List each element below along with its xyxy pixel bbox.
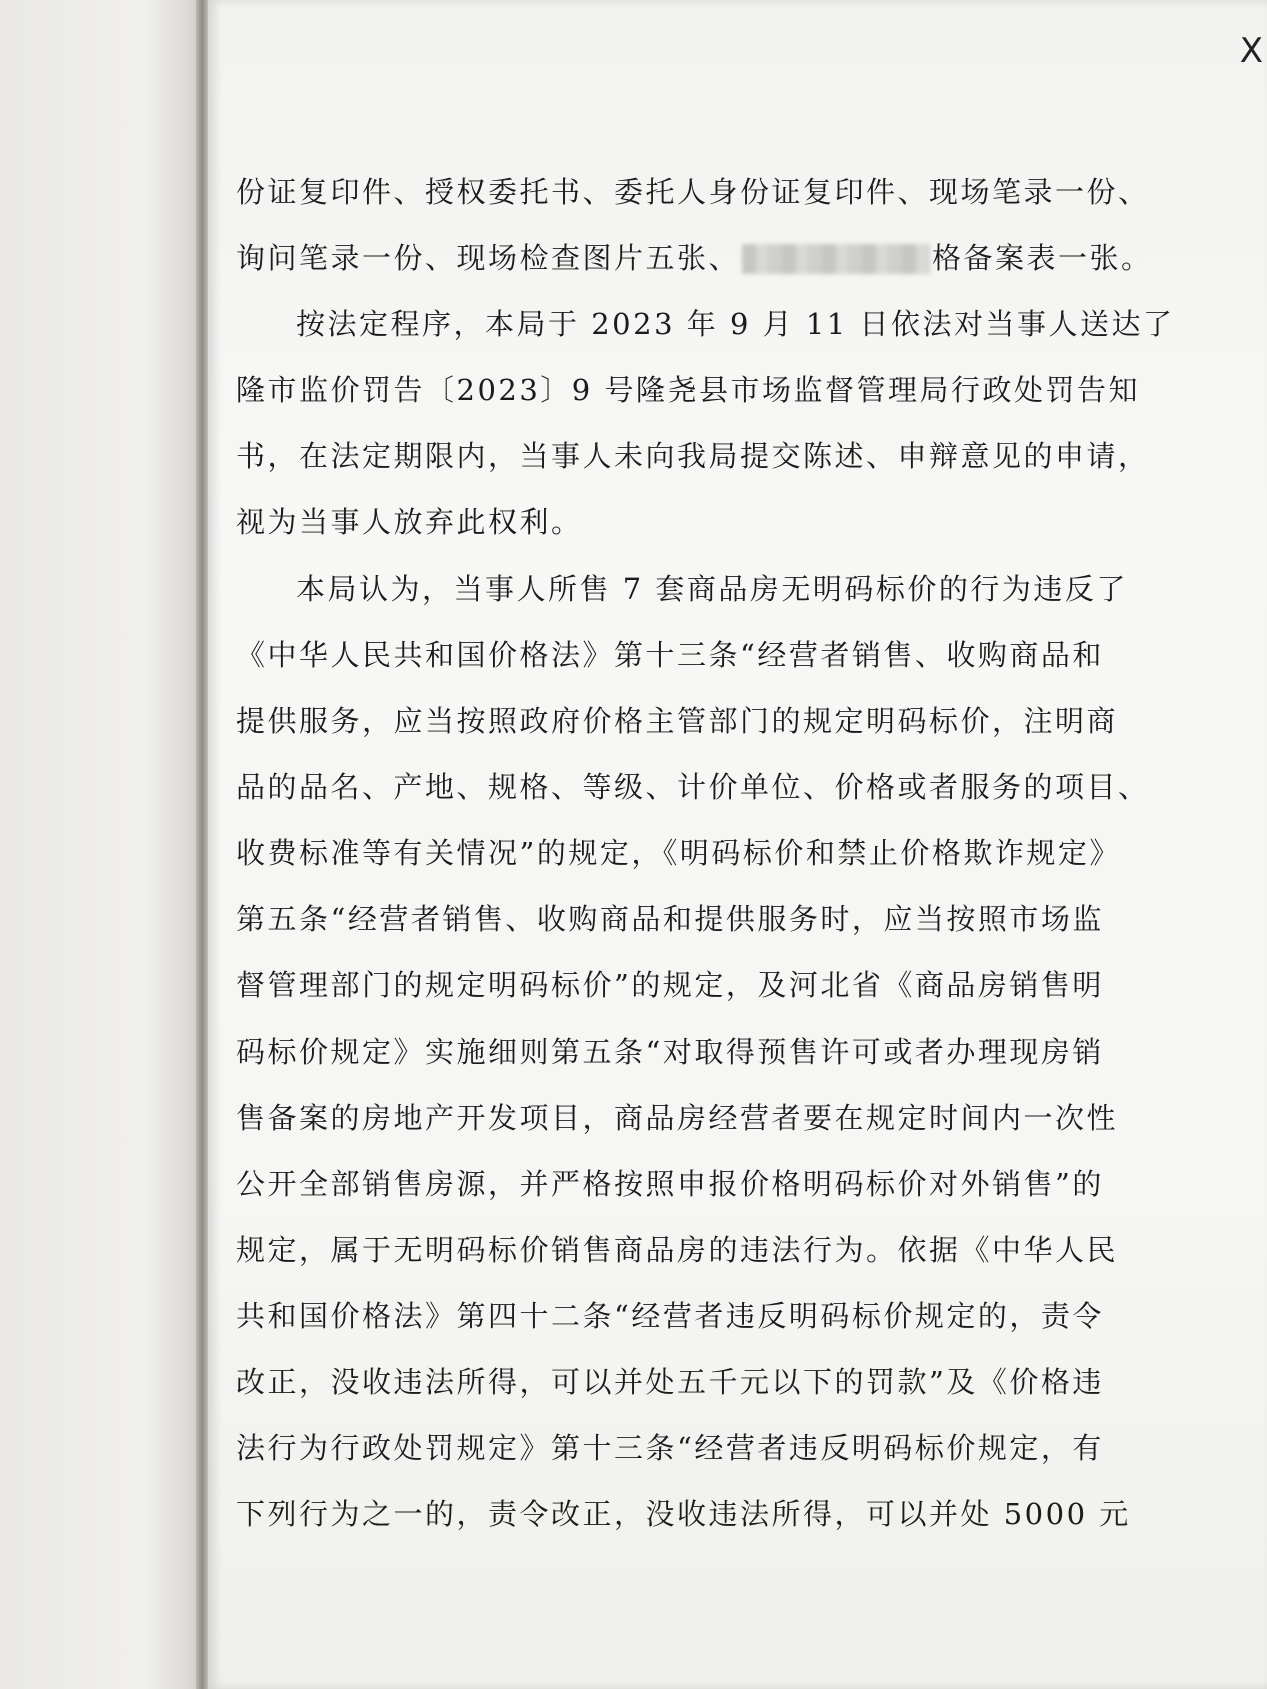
- text-line: 码标价规定》实施细则第五条“对取得预售许可或者办理现房销: [236, 1035, 1104, 1069]
- text-line: 共和国价格法》第四十二条“经营者违反明码标价规定的，责令: [236, 1299, 1104, 1333]
- text-line: 督管理部门的规定明码标价”的规定，及河北省《商品房销售明: [236, 968, 1104, 1002]
- text-line: 公开全部销售房源，并严格按照申报价格明码标价对外销售”的: [236, 1167, 1104, 1201]
- paragraph-start: 按法定程序，本局于 2023 年 9 月 11 日依法对当事人送达了: [296, 307, 1175, 341]
- text-line: 视为当事人放弃此权利。: [236, 505, 583, 539]
- left-page: [0, 0, 205, 1689]
- text-line: 规定，属于无明码标价销售商品房的违法行为。依据《中华人民: [236, 1233, 1119, 1267]
- text-line: 隆市监价罚告〔2023〕9 号隆尧县市场监督管理局行政处罚告知: [236, 373, 1140, 407]
- text-line: 书，在法定期限内，当事人未向我局提交陈述、申辩意见的申请，: [236, 439, 1150, 473]
- paragraph-start: 本局认为，当事人所售 7 套商品房无明码标价的行为违反了: [296, 572, 1128, 606]
- redaction-blur: [742, 244, 930, 274]
- text-line: 《中华人民共和国价格法》第十三条“经营者销售、收购商品和: [236, 638, 1104, 672]
- text-line: 第五条“经营者销售、收购商品和提供服务时，应当按照市场监: [236, 902, 1104, 936]
- text-line: 品的品名、产地、规格、等级、计价单位、价格或者服务的项目、: [236, 770, 1150, 804]
- text-line: 下列行为之一的，责令改正，没收违法所得，可以并处 5000 元: [236, 1497, 1131, 1531]
- text-line: 收费标准等有关情况”的规定，《明码标价和禁止价格欺诈规定》: [236, 836, 1121, 870]
- text-line-redacted: [236, 238, 1166, 278]
- text-line: 提供服务，应当按照政府价格主管部门的规定明码标价，注明商: [236, 704, 1119, 738]
- corner-mark: X: [1239, 31, 1263, 71]
- text-after-redaction: 格备案表一张。: [932, 241, 1153, 275]
- text-line: 法行为行政处罚规定》第十三条“经营者违反明码标价规定，有: [236, 1431, 1104, 1465]
- text-line: 售备案的房地产开发项目，商品房经营者要在规定时间内一次性: [236, 1101, 1119, 1135]
- text-line: 份证复印件、授权委托书、委托人身份证复印件、现场笔录一份、: [236, 175, 1150, 209]
- text-line: 改正，没收违法所得，可以并处五千元以下的罚款”及《价格违: [236, 1365, 1104, 1399]
- text-before-redaction: 询问笔录一份、现场检查图片五张、: [236, 241, 741, 275]
